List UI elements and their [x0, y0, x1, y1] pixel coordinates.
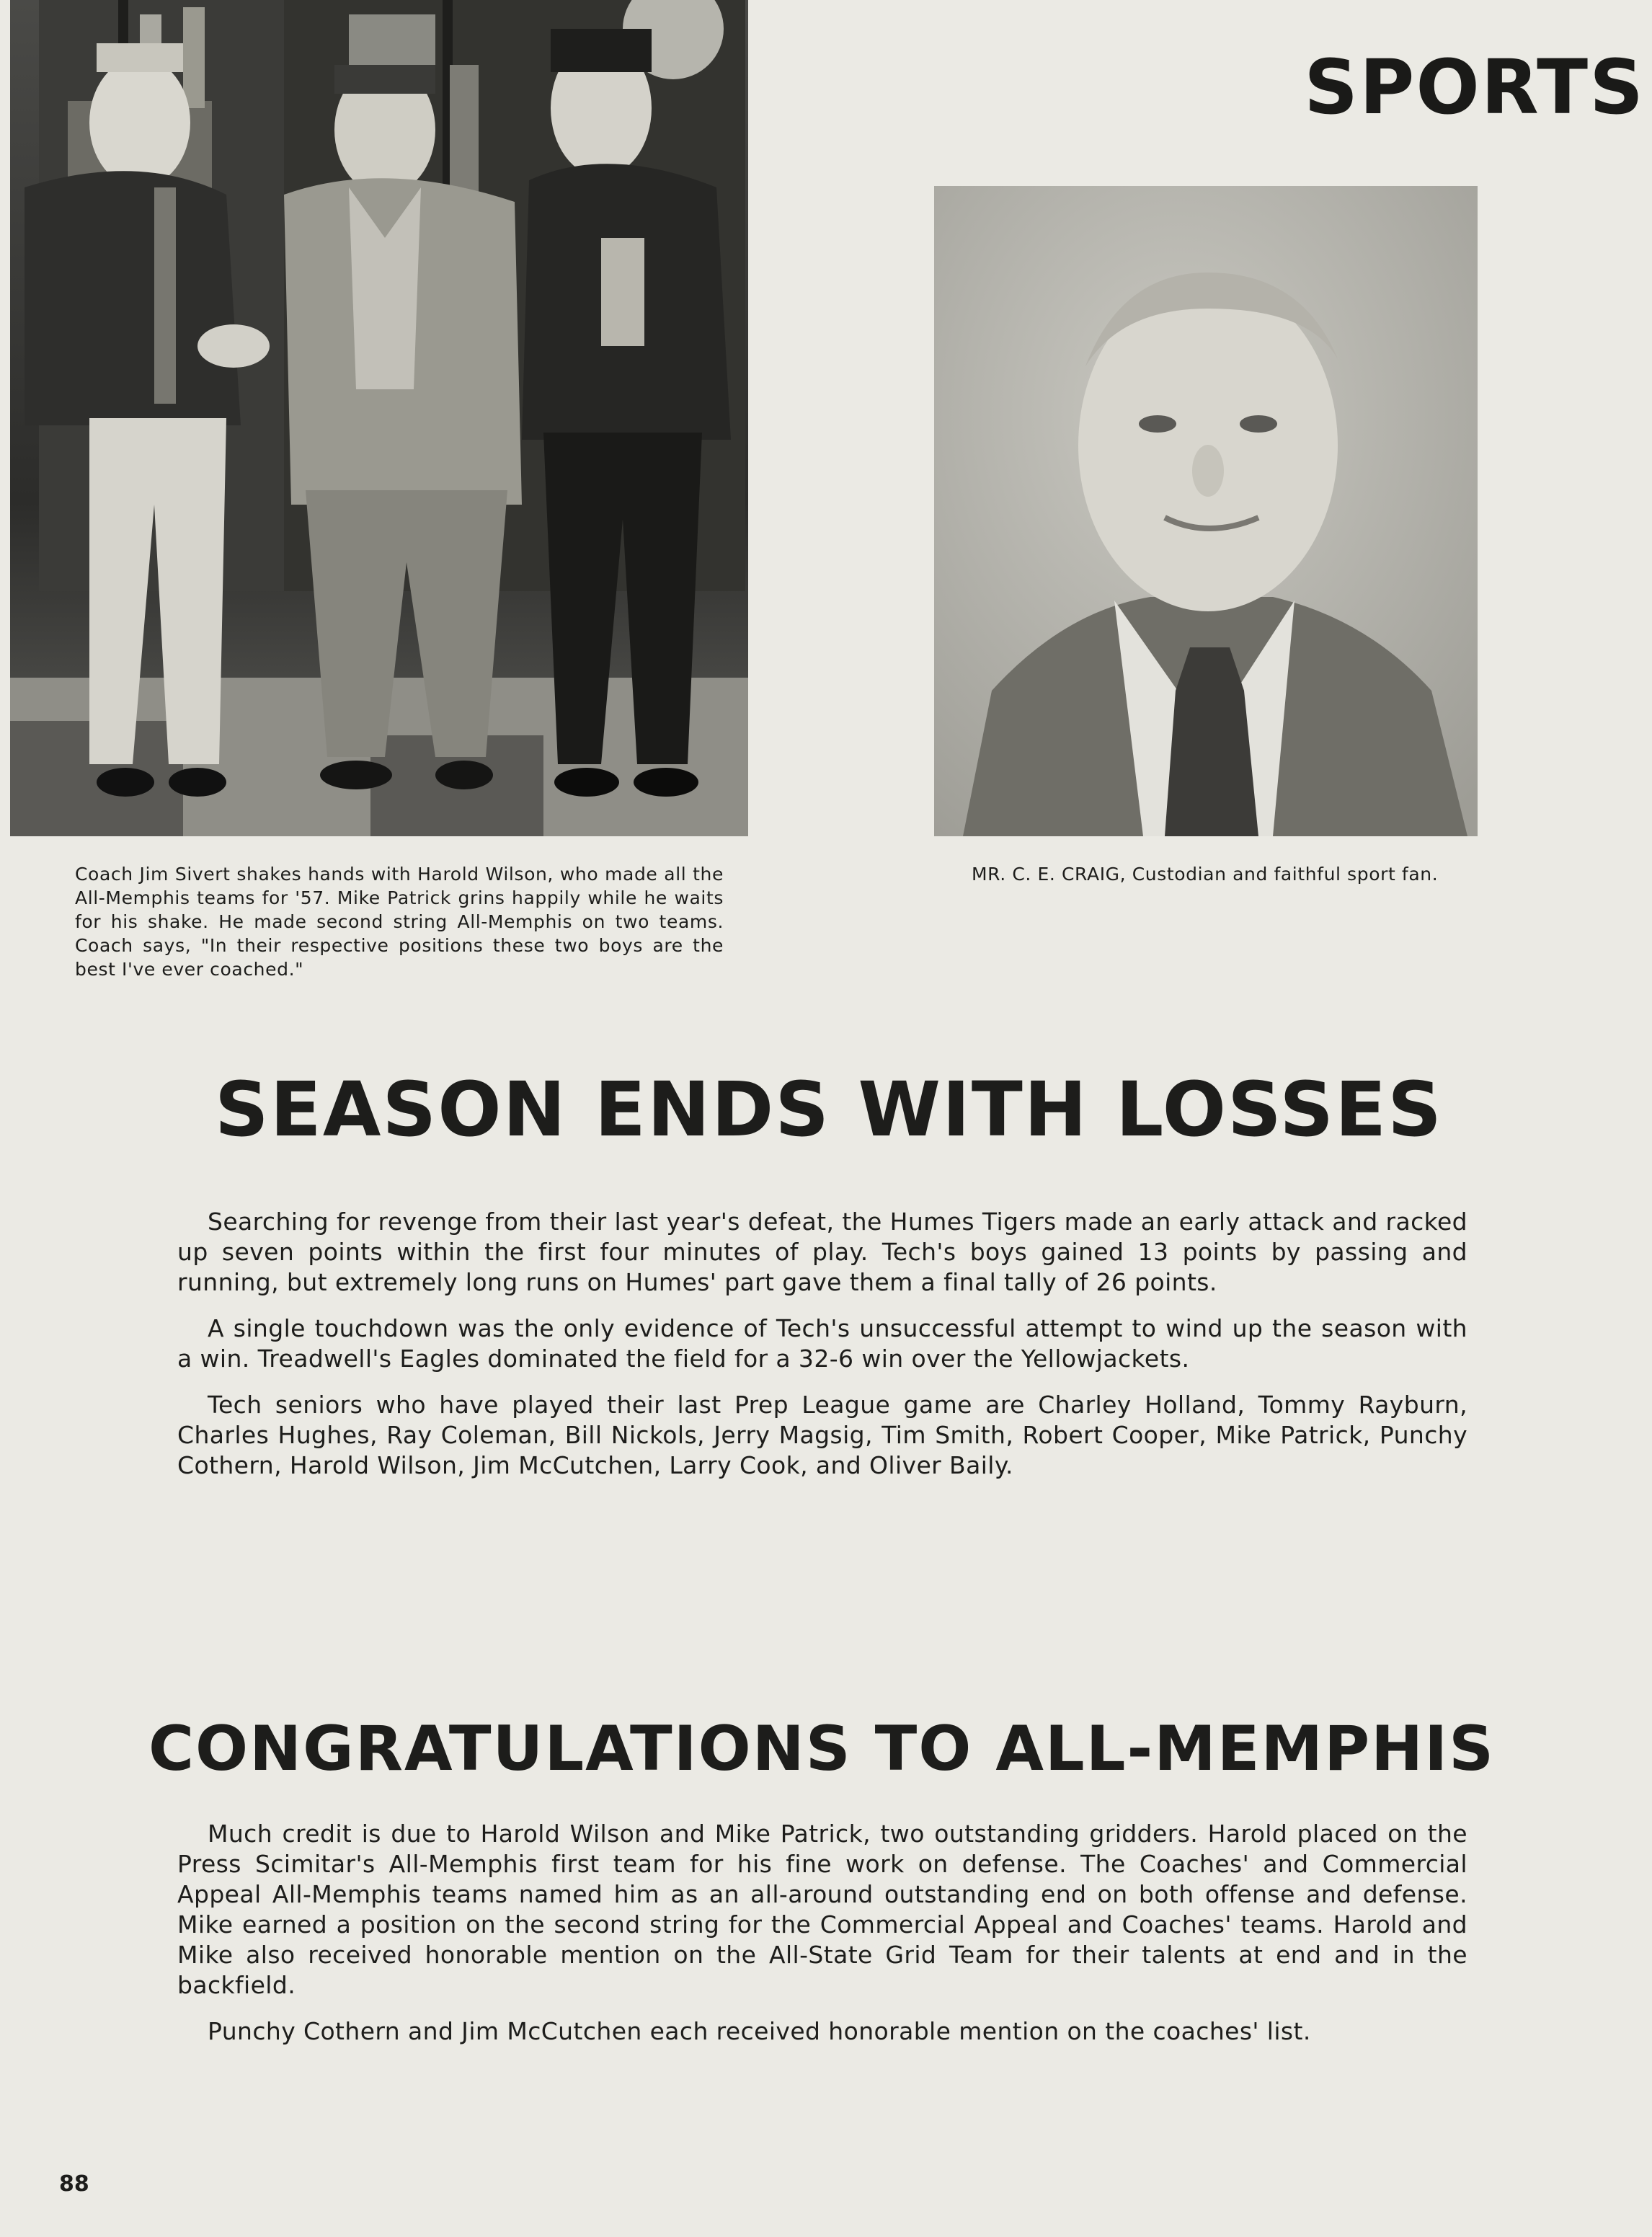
article-paragraph: Tech seniors who have played their last Prep League game are Charley Holland, Tommy Rayburn, Charles Hughes, Ray Coleman, Bill Nickols, Jerry Magsig, Tim Smith, Robert Cooper, Mike Patrick, Punchy Cothern, Harold Wilson, Jim McCutchen, Larry Cook, and Oliver Baily. [177, 1391, 1467, 1479]
page-number: 88 [59, 2171, 89, 2197]
caption-right-photo: MR. C. E. CRAIG, Custodian and faithful sport fan. [972, 864, 1439, 885]
headline-season-ends: SEASON ENDS WITH LOSSES [214, 1066, 1444, 1153]
photo-portrait-man [934, 186, 1478, 836]
section-label: SPORTS [1304, 43, 1645, 131]
article-congratulations [177, 1819, 1467, 2063]
caption-left-photo: Coach Jim Sivert shakes hands with Harold Wilson, who made all the All-Memphis teams for '57. Mike Patrick grins happily while he waits for his shake. He made second string All-Memphis on two teams. Coach says, "In their respective positions these two boys are the best I've ever coached." [75, 864, 724, 980]
photo-three-men-handshake [10, 0, 748, 836]
article-paragraph: Much credit is due to Harold Wilson and Mike Patrick, two outstanding gridders. Harold placed on the Press Scimitar's All-Memphis first team for his fine work on defense. The Coaches' and Commercial Appeal All-Memphis teams named him as an all-around outstanding end on both offense and defense. Mike earned a position on the second string for the Commercial Appeal and Coaches' teams. Harold and Mike also received honorable mention on the All-State Grid Team for their talents at end and in the backfield. [177, 1820, 1467, 1999]
article-paragraph: A single touchdown was the only evidence of Tech's unsuccessful attempt to wind up the season with a win. Treadwell's Eagles dominated the field for a 32-6 win over the Yellowjackets. [177, 1314, 1467, 1373]
headline-congratulations: CONGRATULATIONS TO ALL-MEMPHIS [148, 1713, 1496, 1785]
article-paragraph: Punchy Cothern and Jim McCutchen each received honorable mention on the coaches' list. [208, 2017, 1311, 2045]
article-paragraph: Searching for revenge from their last year's defeat, the Humes Tigers made an early attack and racked up seven points within the first four minutes of play. Tech's boys gained 13 points by passing and running, but extremely long runs on Humes' part gave them a final tally of 26 points. [177, 1208, 1467, 1296]
article-season-ends [177, 1207, 1467, 1497]
